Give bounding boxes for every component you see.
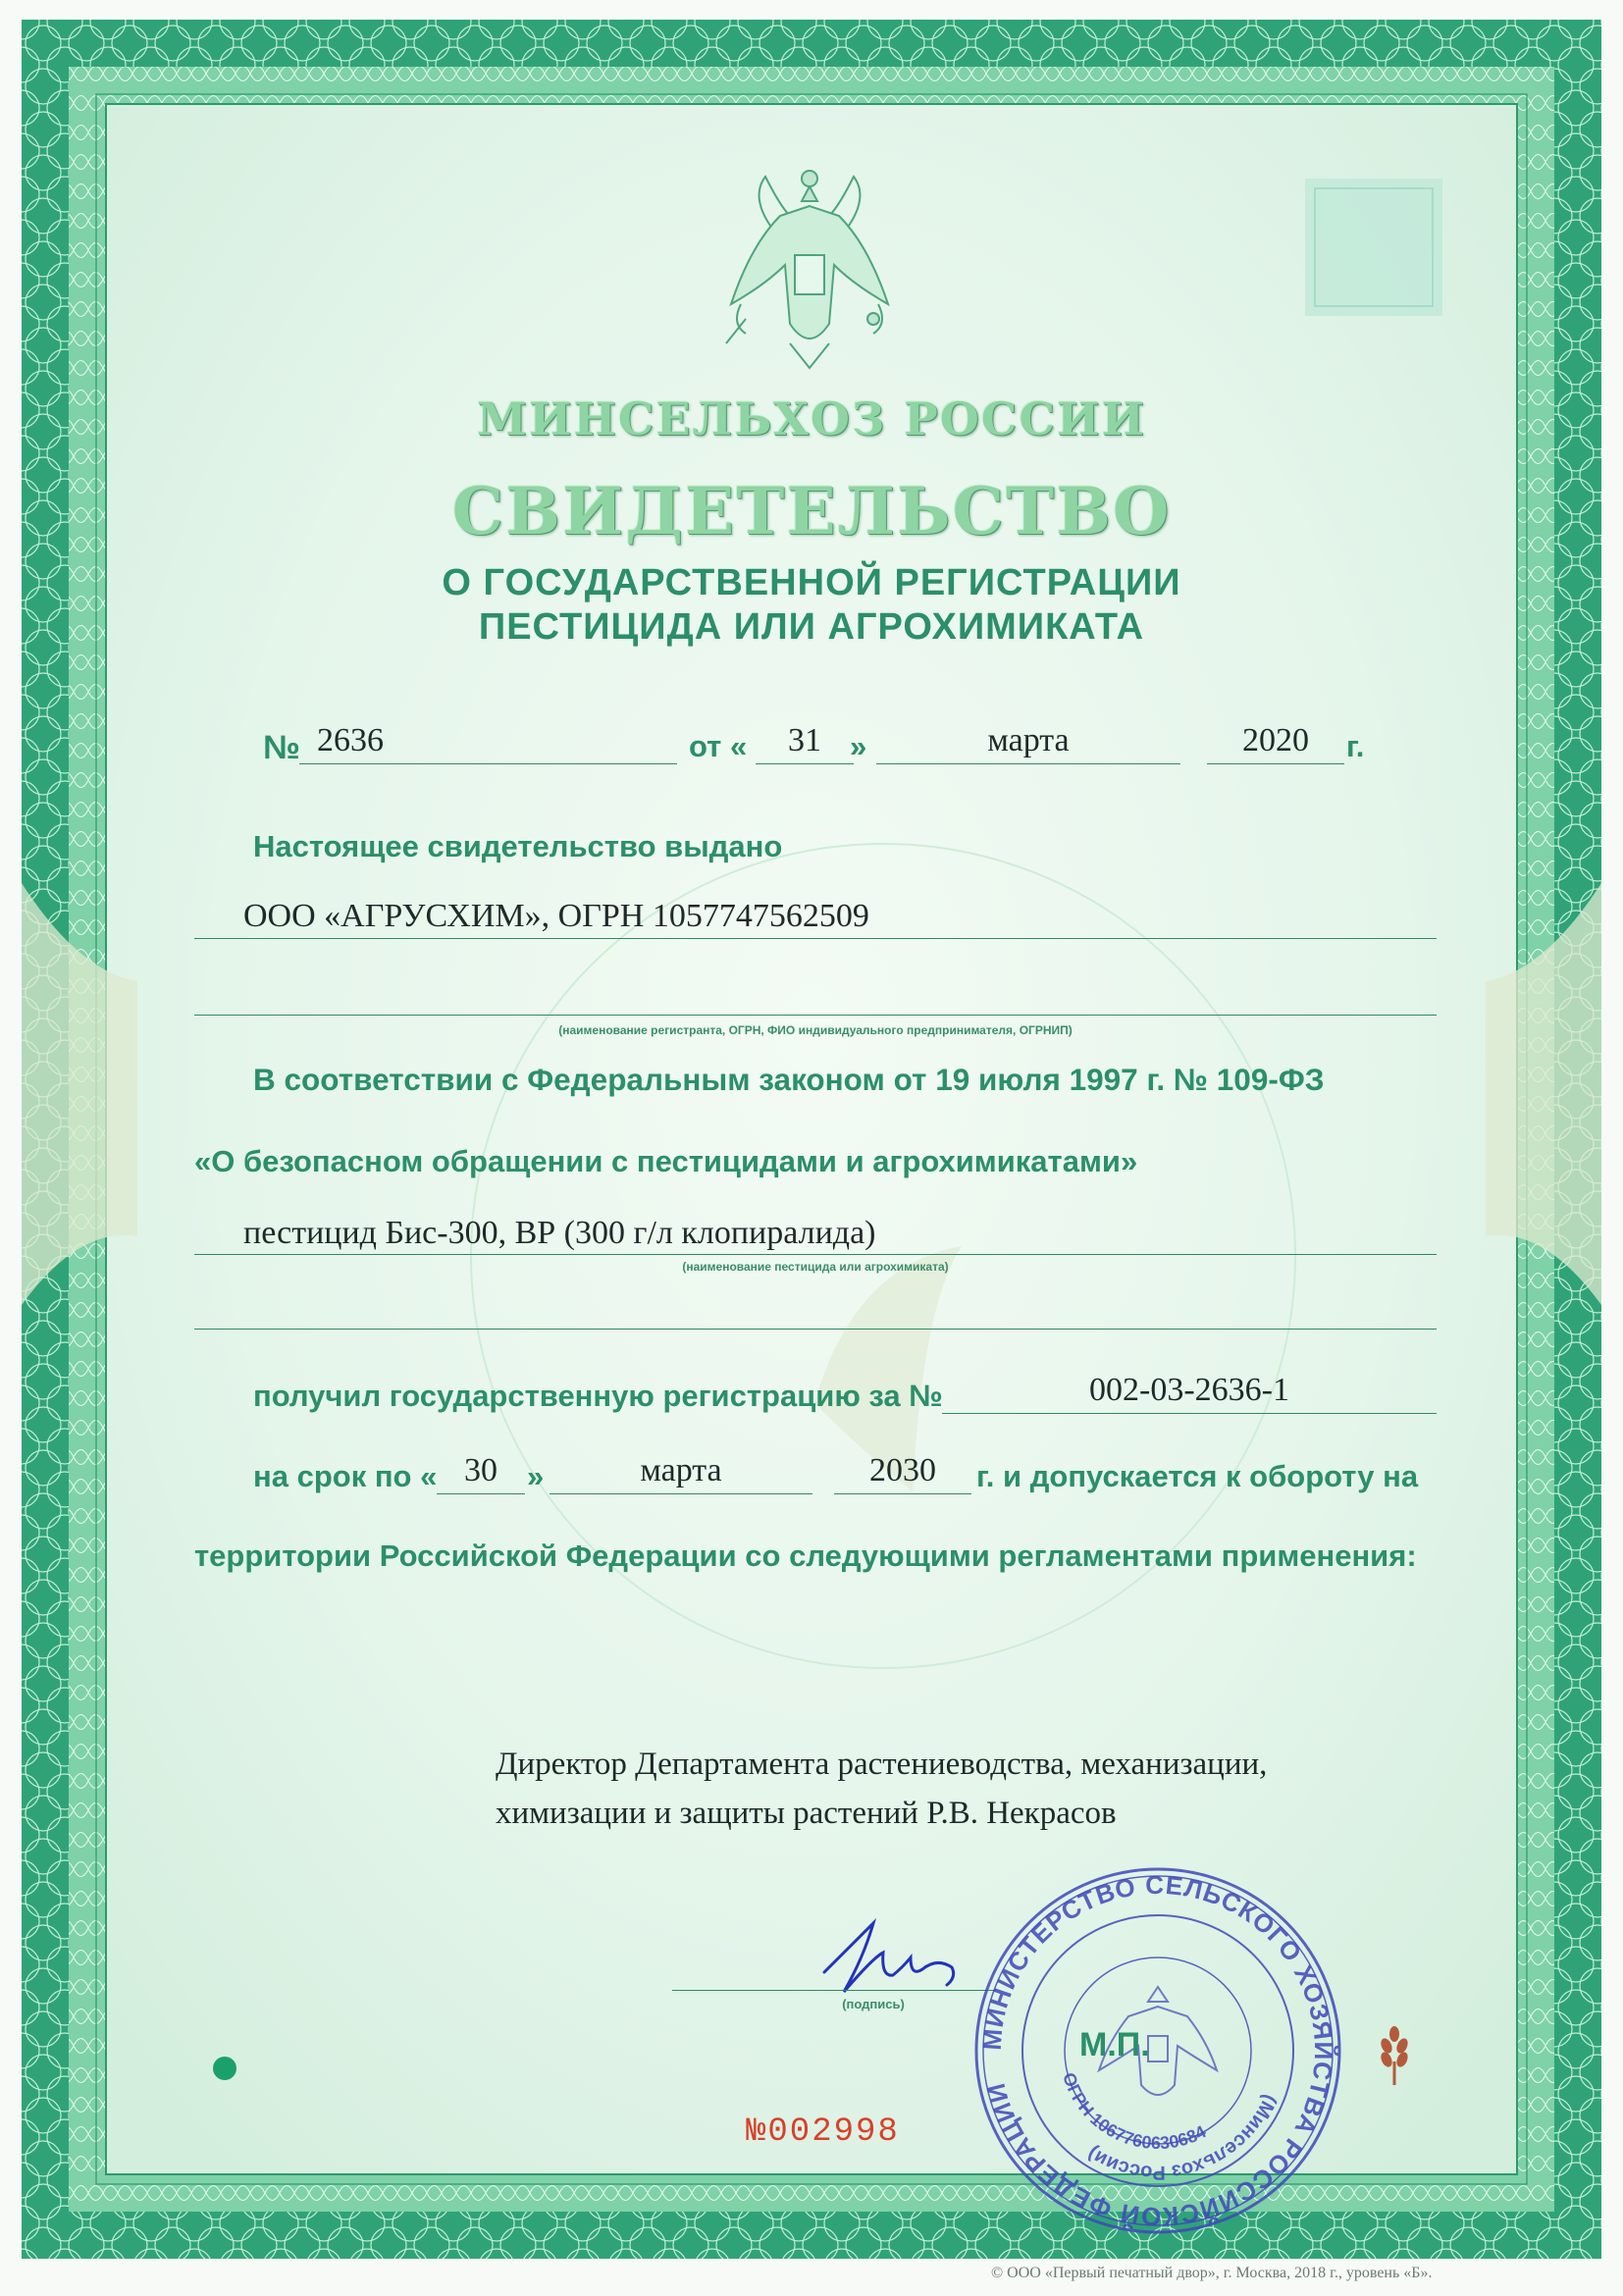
- subtitle-line-1: О ГОСУДАРСТВЕННОЙ РЕГИСТРАЦИИ: [442, 562, 1181, 603]
- registrant-caption: (наименование регистранта, ОГРН, ФИО индивидуального предпринимателя, ОГРНИП): [558, 1023, 1073, 1037]
- issue-year: 2020: [1242, 722, 1309, 758]
- registration-label: получил государственную регистрацию за №: [253, 1379, 943, 1413]
- green-dot: [213, 2057, 236, 2080]
- term-month: марта: [640, 1452, 722, 1488]
- issue-month: марта: [987, 722, 1070, 758]
- coat-of-arms-icon: [711, 157, 908, 388]
- svg-text:(Минсельхоз России): (Минсельхоз России): [1083, 2091, 1282, 2184]
- law-line-1: В соответствии с Федеральным законом от 19 июля 1997 г. № 109-ФЗ: [253, 1062, 1325, 1097]
- signatory-line-2: химизации и защиты растений Р.В. Некрасов: [496, 1796, 1117, 1831]
- registration-number: 002-03-2636-1: [1089, 1372, 1289, 1408]
- issued-label: Настоящее свидетельство выдано: [253, 829, 783, 863]
- serial-number: №002998: [746, 2113, 900, 2151]
- circulation-text: г. и допускается к обороту на: [976, 1459, 1419, 1493]
- product-caption: (наименование пестицида или агрохимиката): [682, 1260, 949, 1274]
- product-name: пестицид Бис-300, ВР (300 г/л клопиралида): [243, 1215, 876, 1251]
- term-label: на срок по «: [253, 1459, 438, 1493]
- svg-text:МИНИСТЕРСТВО СЕЛЬСКОГО ХОЗЯЙСТ: МИНИСТЕРСТВО СЕЛЬСКОГО ХОЗЯЙСТВА РОССИЙСКОЙ ФЕДЕРАЦИИ: [976, 1869, 1339, 2232]
- signatory-line-1: Директор Департамента растениеводства, механизации,: [496, 1747, 1268, 1782]
- number-label: №: [263, 729, 300, 766]
- registrant-name: ООО «АГРУСХИМ», ОГРН 1057747562509: [243, 898, 869, 934]
- date-from-label: от «: [689, 729, 748, 763]
- territory-text: территории Российской Федерации со следующими регламентами применения:: [194, 1539, 1417, 1573]
- official-seal-icon: [967, 1859, 1349, 2242]
- signature-caption: (подпись): [842, 1997, 905, 2011]
- law-line-2: «О безопасном обращении с пестицидами и агрохимикатами»: [194, 1144, 1138, 1178]
- wheat-icon: [1376, 2026, 1413, 2087]
- ministry-heading: МИНСЕЛЬХОЗ РОССИИ: [477, 392, 1146, 445]
- seal-place-label: М.П.: [1079, 2026, 1150, 2063]
- certificate-number: 2636: [317, 722, 384, 758]
- subtitle-line-2: ПЕСТИЦИДА ИЛИ АГРОХИМИКАТА: [478, 606, 1145, 648]
- printer-note: © ООО «Первый печатный двор», г. Москва, 2018 г., уровень «Б».: [991, 2265, 1433, 2281]
- date-day-close: »: [850, 729, 867, 763]
- term-year: 2030: [869, 1452, 936, 1488]
- svg-text:ОГРН 1067760630684: ОГРН 1067760630684: [1059, 2069, 1210, 2154]
- year-suffix: г.: [1346, 729, 1365, 763]
- certificate-title: СВИДЕТЕЛЬСТВО: [451, 473, 1172, 549]
- term-day-close: »: [527, 1459, 545, 1493]
- term-day: 30: [464, 1452, 497, 1488]
- issue-day: 31: [788, 722, 821, 758]
